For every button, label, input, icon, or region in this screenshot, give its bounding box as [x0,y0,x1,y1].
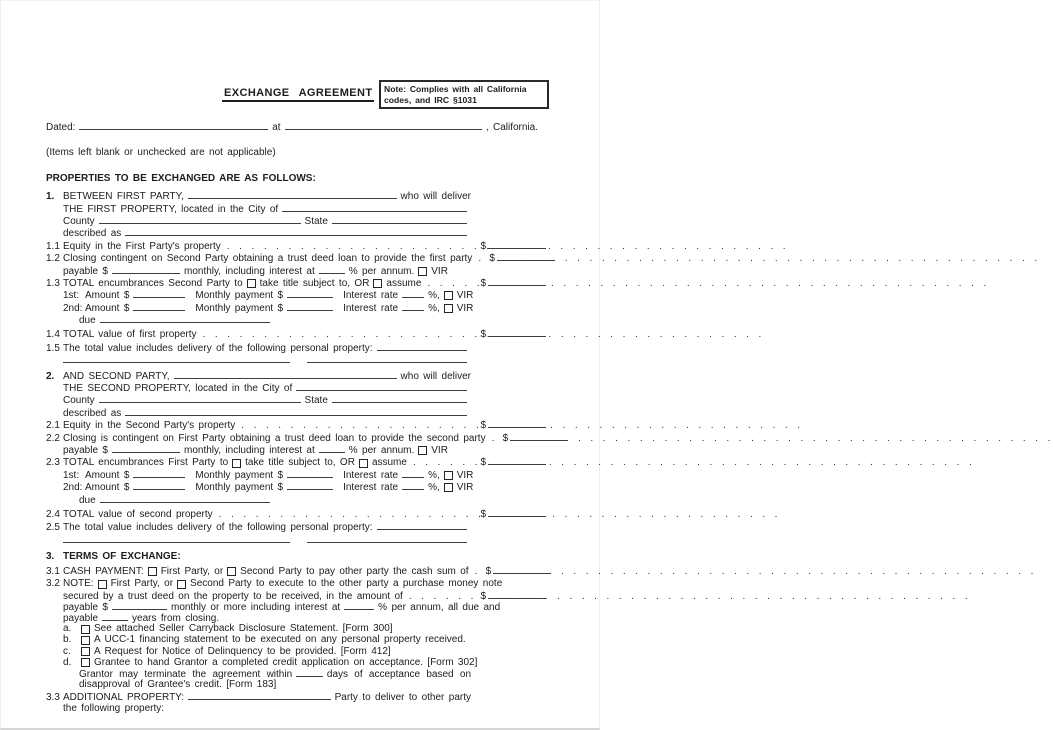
first-party-option: First Party, or [110,578,174,590]
monthly-payment-label: Monthly payment $ [195,290,284,302]
amount-field[interactable] [488,240,546,249]
continuation-blank-row [63,354,546,366]
monthly-payment-label: Monthly payment $ [195,302,284,314]
item-2-2-text: Closing is contingent on First Party obtaining a trust deed loan to provide the second party [63,432,486,444]
percent-label: %, [428,482,440,494]
interest-rate-field[interactable] [344,601,374,610]
take-title-checkbox[interactable] [247,279,256,288]
item-1-4-text: TOTAL value of first property [63,329,197,341]
assume-checkbox[interactable] [373,279,382,288]
second-party-option: Second Party to execute to the other party a purchase money note [190,578,503,590]
item-number: 1.3 [46,277,60,289]
item-2-4-row [46,508,546,520]
dot-leader [409,591,478,602]
compliance-note-text: Note: Complies with all California codes, and IRC §1031 [384,84,527,105]
continuation-field[interactable] [63,534,290,543]
per-annum-due-label: % per annum, all due and [378,601,501,613]
described-as-label: described as [63,228,122,240]
dollar-sign: $ [480,590,486,602]
section2-deliver-label: who will deliver [400,370,471,382]
payable-label: payable $ [63,265,108,277]
item-number: 2.3 [46,457,60,469]
continuation-field[interactable] [63,354,290,363]
section1-described-row [63,227,546,239]
item-2-2-payable-row [63,444,546,456]
county-field[interactable] [99,215,301,224]
item-3-2d-line3 [79,679,546,690]
dollar-sign: $ [480,457,486,469]
section3-number: 3. [46,551,55,563]
years-field[interactable] [102,612,128,621]
interest-rate-label: Interest rate [343,469,399,481]
item-1-1-row [46,240,546,252]
item-number: 2.2 [46,432,60,444]
payable-label: payable $ [63,444,108,456]
letter-label: d. [63,656,72,668]
continuation-field[interactable] [307,354,467,363]
first-property-label: THE FIRST PROPERTY, located in the City of [63,203,279,215]
additional-property-label: ADDITIONAL PROPERTY: [63,692,185,704]
first-party-name-field[interactable] [188,190,397,199]
section1-county-row [63,215,546,227]
amount-field[interactable] [133,289,185,298]
clipped-line [46,702,546,714]
dot-leader [241,420,477,432]
amount-field[interactable] [497,252,555,261]
city-field[interactable] [296,382,467,391]
second-party-option: Second Party to pay other party the cash sum of [240,566,469,578]
monthly-or-more-label: monthly or more including interest at [170,601,341,613]
item-2-2-row [46,432,546,444]
second-party-checkbox[interactable] [177,580,186,589]
item-3-2d-text: Grantee to hand Grantor a completed credit application on acceptance. [Form 302] [94,656,478,668]
1st-label: 1st: [63,290,80,302]
credit-application-checkbox[interactable] [81,658,90,667]
county-label: County [63,215,95,227]
amount-label: Amount $ [85,290,130,302]
dollar-sign: $ [480,420,486,432]
cash-payment-label: CASH PAYMENT: [63,566,144,578]
secured-text: secured by a trust deed on the property to be received, in the amount of [63,590,403,602]
section3-heading-row [46,551,546,562]
2nd-label: 2nd: [63,482,83,494]
section3-heading: TERMS OF EXCHANGE: [63,551,181,563]
county-field[interactable] [99,394,301,403]
seller-carryback-checkbox[interactable] [81,625,90,634]
take-title-label: take title subject to, OR [259,277,370,289]
dollar-sign: $ [480,508,486,520]
section2-property-row [63,382,546,394]
interest-rate-field[interactable] [402,469,424,478]
dollar-sign: $ [480,240,486,252]
interest-rate-field[interactable] [402,481,424,490]
assume-label: assume [386,277,422,289]
described-as-label: described as [63,407,122,419]
vir-label: VIR [456,482,474,494]
vir-label: VIR [431,265,448,277]
section2-intro-row [46,370,546,382]
encumbrance-2nd-row [63,302,546,314]
dot-leader [475,566,483,577]
item-2-5-row [46,521,546,533]
item-1-3-row [46,277,546,289]
properties-heading-row [46,173,546,185]
amount-field[interactable] [510,432,568,441]
1st-label: 1st: [63,469,80,481]
section1-intro-row [46,190,546,202]
due-label: due [79,494,96,506]
item-3-1-row [46,565,546,576]
item-number: 1.1 [46,240,60,252]
properties-heading: PROPERTIES TO BE EXCHANGED ARE AS FOLLOWS: [46,172,316,184]
item-2-3-text: TOTAL encumbrances First Party to [63,457,229,469]
due-field[interactable] [100,494,270,503]
blank-note-row [46,147,546,159]
dollar-sign: $ [480,277,486,289]
item-number: 1.5 [46,342,60,354]
encumbrance-1st-row [63,289,546,301]
monthly-interest-label: monthly, including interest at [183,444,315,456]
disapproval-text: disapproval of Grantee's credit. [Form 183] [79,679,277,691]
letter-label: c. [63,645,71,657]
item-3-2-line3 [63,601,546,612]
second-party-checkbox[interactable] [227,567,236,576]
vir-label: VIR [456,290,474,302]
vir-checkbox[interactable] [444,483,453,492]
per-annum-label: % per annum. [348,265,415,277]
interest-rate-field[interactable] [319,265,345,274]
item-number: 3.1 [46,566,60,578]
party-deliver-label: Party to deliver to other party [334,692,471,704]
document-title: EXCHANGE AGREEMENT [222,87,374,102]
days-field[interactable] [296,668,323,677]
amount-field[interactable] [488,277,546,286]
item-1-5-text: The total value includes delivery of the following personal property: [63,342,373,354]
first-party-option: First Party, or [160,566,224,578]
due-field[interactable] [100,314,270,323]
encumbrance-2nd-row [63,481,546,493]
second-property-label: THE SECOND PROPERTY, located in the City of [63,383,293,395]
item-2-5-text: The total value includes delivery of the following personal property: [63,522,373,534]
amount-field[interactable] [488,508,546,517]
item-2-4-text: TOTAL value of second property [63,508,213,520]
vir-checkbox[interactable] [418,267,427,276]
item-number: 2.1 [46,420,60,432]
assume-checkbox[interactable] [359,459,368,468]
dollar-sign: $ [480,329,486,341]
item-1-4-row [46,328,546,340]
grantor-terminate-text: Grantor may terminate the agreement within [79,668,293,680]
section2-county-row [63,394,546,406]
dot-leader [427,278,477,290]
state-label: State [304,215,328,227]
ucc1-checkbox[interactable] [81,636,90,645]
item-1-2-row [46,252,546,264]
item-1-1-text: Equity in the First Party's property [63,240,221,252]
compliance-note-box [379,80,549,109]
monthly-payment-field[interactable] [287,302,333,311]
payable-amount-field[interactable] [112,265,180,274]
vir-checkbox[interactable] [444,291,453,300]
item-3-2a-text: See attached Seller Carryback Disclosure Statement. [Form 300] [94,623,393,635]
form-body [46,121,546,714]
interest-rate-field[interactable] [402,302,424,311]
item-number: 2.4 [46,508,60,520]
vir-checkbox[interactable] [444,471,453,480]
amount-field[interactable] [133,469,185,478]
interest-rate-field[interactable] [319,444,345,453]
continuation-blank-row [63,534,546,546]
state-field[interactable] [332,394,467,403]
item-3-3-line2 [63,703,546,714]
section2-number: 2. [46,370,55,382]
years-from-closing-label: years from closing. [132,613,220,625]
item-2-1-text: Equity in the Second Party's property [63,420,236,432]
vir-label: VIR [456,469,474,481]
item-3-2c-row [63,646,546,657]
following-property-text: the following property: [63,702,165,714]
per-annum-label: % per annum. [348,444,415,456]
monthly-payment-field[interactable] [287,481,333,490]
date-field[interactable] [79,121,268,130]
item-3-2d-row [63,657,546,668]
item-3-2b-text: A UCC-1 financing statement to be executed on any personal property received. [94,634,466,646]
continuation-field[interactable] [307,534,467,543]
interest-rate-field[interactable] [402,289,424,298]
take-title-checkbox[interactable] [232,459,241,468]
dated-label: Dated: [46,122,76,133]
item-3-2-row [46,578,546,589]
item-2-1-row [46,419,546,431]
2nd-label: 2nd: [63,302,83,314]
amount-label: Amount $ [85,302,130,314]
monthly-payment-label: Monthly payment $ [195,482,284,494]
item-1-2-text: Closing contingent on Second Party obtaining a trust deed loan to provide the first party [63,253,473,265]
section1-intro-label: BETWEEN FIRST PARTY, [63,191,184,203]
due-label: due [79,315,96,327]
item-3-2a-row [63,623,546,634]
dot-leader [219,509,478,521]
party-field[interactable] [188,691,331,700]
amount-field[interactable] [133,481,185,490]
personal-property-field[interactable] [377,342,467,351]
dollar-sign: $ [502,432,509,444]
dot-leader [227,241,478,253]
description-field[interactable] [125,227,467,236]
percent-label: %, [428,302,440,314]
payable-amount-field[interactable] [112,601,167,610]
state-label: State [304,395,328,407]
state-field[interactable] [332,215,467,224]
item-1-3-text: TOTAL encumbrances Second Party to [63,277,243,289]
item-3-2-line2 [63,590,546,601]
letter-label: b. [63,634,72,646]
second-party-name-field[interactable] [174,370,397,379]
percent-label: %, [428,469,440,481]
section1-property-row [63,203,546,215]
dated-row [46,121,546,133]
item-number: 3.3 [46,692,60,704]
dot-leader [492,433,500,445]
days-acceptance-text: days of acceptance based on [326,668,471,680]
blank-note-text: (Items left blank or unchecked are not applicable) [46,147,276,159]
place-field[interactable] [285,121,482,130]
item-number: 2.5 [46,522,60,534]
dollar-sign: $ [485,566,492,578]
encumbrance-1st-row [63,469,546,481]
item-3-2c-text: A Request for Notice of Delinquency to be provided. [Form 412] [94,645,391,657]
first-party-checkbox[interactable] [148,567,157,576]
description-field[interactable] [125,407,467,416]
item-number: 1.2 [46,253,60,265]
first-party-checkbox[interactable] [98,580,107,589]
amount-field[interactable] [488,590,546,599]
due-row [79,494,546,506]
interest-rate-label: Interest rate [343,482,399,494]
amount-field[interactable] [493,565,551,574]
take-title-label: take title subject to, OR [245,457,355,469]
vir-label: VIR [456,302,474,314]
amount-field[interactable] [488,419,546,428]
monthly-payment-label: Monthly payment $ [195,469,284,481]
item-3-2d-line2 [79,668,546,679]
payable-amount-field[interactable] [112,444,180,453]
vir-label: VIR [431,444,448,456]
letter-label: a. [63,623,72,635]
county-label: County [63,395,95,407]
notice-delinquency-checkbox[interactable] [81,647,90,656]
at-label: at [272,122,281,133]
vir-checkbox[interactable] [418,446,427,455]
interest-rate-label: Interest rate [343,290,399,302]
payable-label: payable [63,613,99,625]
due-row [79,314,546,326]
section1-deliver-label: who will deliver [400,191,471,203]
city-field[interactable] [282,203,467,212]
item-number: 3.2 [46,578,60,590]
note-label: NOTE: [63,578,94,590]
item-3-2-line4 [63,612,546,623]
amount-field[interactable] [133,302,185,311]
dot-leader [203,329,478,341]
percent-label: %, [428,290,440,302]
item-3-3-row [46,691,546,702]
item-1-2-payable-row [63,265,546,277]
monthly-payment-field[interactable] [287,469,333,478]
section2-described-row [63,407,546,419]
dot-leader [478,253,486,265]
payable-label: payable $ [63,601,108,613]
item-1-5-row [46,342,546,354]
assume-label: assume [371,457,407,469]
amount-label: Amount $ [85,482,130,494]
section1-number: 1. [46,191,55,203]
dollar-sign: $ [489,253,495,265]
amount-field[interactable] [488,328,546,337]
california-label: , California. [485,122,538,133]
section2-intro-label: AND SECOND PARTY, [63,370,170,382]
amount-field[interactable] [488,456,546,465]
interest-rate-label: Interest rate [343,302,399,314]
monthly-payment-field[interactable] [287,289,333,298]
item-number: 1.4 [46,329,60,341]
item-2-3-row [46,456,546,468]
amount-label: Amount $ [85,469,130,481]
monthly-interest-label: monthly, including interest at [183,265,315,277]
item-3-2b-row [63,634,546,645]
vir-checkbox[interactable] [444,304,453,313]
personal-property-field[interactable] [377,521,467,530]
